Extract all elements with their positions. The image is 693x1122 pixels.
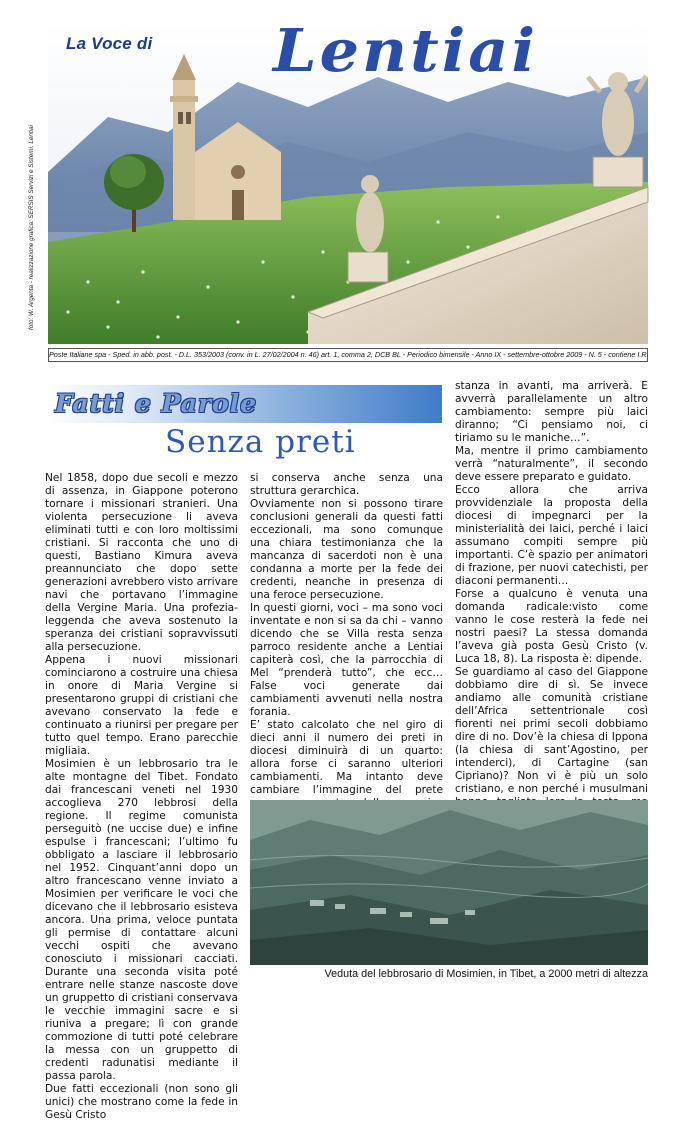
paragraph: Mosimien è un lebbrosario tra le alte montagne del Tibet. Fondato dai francescani veneti nel 1930 accoglieva 270 lebbrosi della regione. Il regime comunista perseguitò (ne uccise due) e infine espulse i francescani; l’ultimo fu obbligato a lasciare il lebbrosario nel 1952. Cinquant’anni dopo un altro francescano venne inviato a Mosimien per verificare le voci che dicevano che il lebbrosario esisteva ancora. Una prima, veloce puntata gli permise di contattare alcuni vecchi ospiti che avevano conosciuto i missionari cacciati. Durante una seconda visita poté entrare nelle stanze nascoste dove un gruppetto di cristiani conservava le vecchie immagini sacre e si riuniva a pregare; lì con grande commozione di tutti poté celebrare la messa con un gruppetto di credenti radunatisi mediante il passa parola. bbox=[45, 758, 238, 1082]
postal-line: Poste Italiane spa - Sped. in abb. post. - D.L. 353/2003 (conv. in L. 27/02/2004 n. 46) art. 1, comma 2, DCB BL - Periodico bimensile - Anno IX - settembre-ottobre 2009 - N. 5 - contiene I.R. bbox=[48, 348, 648, 362]
article-headline: Senza preti bbox=[165, 424, 356, 460]
photo-credit: foto: W. Argenta - realizzazione grafica: SERSIS Servizi e Sistemi, Lentiai bbox=[28, 125, 35, 330]
photo-caption: Veduta del lebbrosario di Mosimien, in Tibet, a 2000 metri di altezza bbox=[324, 968, 648, 980]
paragraph: Ovviamente non si possono tirare conclusioni generali da questi fatti eccezionali, ma sono comunque una chiara testimonianza che la mancanza di sacerdoti non è una condanna a morte per la fede dei credenti, neanche in presenza di una feroce persecuzione. bbox=[250, 498, 443, 601]
masthead-title-small: La Voce di bbox=[66, 34, 153, 53]
paragraph: Ecco allora che arriva provvidenziale la proposta della diocesi di impegnarci per la ministerialità dei laici, perché i laici assumano compiti sempre più importanti. C’è spazio per animatori di frazione, per nuovi catechisti, per diaconi permanenti… bbox=[455, 484, 648, 587]
paragraph: Due fatti eccezionali (non sono gli unici) che mostrano come la fede in Gesù Cristo bbox=[45, 1083, 238, 1121]
paragraph: Nel 1858, dopo due secoli e mezzo di assenza, in Giappone poterono tornare i missionari stranieri. Una violenta persecuzione li aveva eliminati tutti e con loro moltissimi cristiani. Si racconta che uno di questi, Bastiano Kimura aveva preannunciato che dopo sette generazioni avrebbero visto arrivare navi che portavano l’immagine della Vergine Maria. Una profezia-leggenda che aveva sostenuto la speranza dei cristiani sopravvissuti alla persecuzione. bbox=[45, 472, 238, 653]
masthead-title-big: Lentiai bbox=[273, 16, 539, 86]
section-banner bbox=[45, 385, 442, 423]
article-column-1 bbox=[45, 472, 238, 1122]
paragraph: Ma, mentre il primo cambiamento verrà “naturalmente”, il secondo deve essere preparato e guidato. bbox=[455, 445, 648, 483]
paragraph: Se guardiamo al caso del Giappone dobbiamo dire di sì. Se invece andiamo alle comunità cristiane dell’Africa settentrionale così fiorenti nei primi secoli dobbiamo dire di no. Dov’è la chiesa di Ippona (la chiesa di sant’Agostino, per intenderci), di Cartagine (san Cipriano)? Non vi è più un solo cristiano, e non perché i musulmani bbox=[455, 666, 648, 795]
leprosarium-photo-image bbox=[250, 800, 648, 965]
paragraph: Appena i nuovi missionari cominciarono a costruire una chiesa in onore di Maria Vergine si presentarono gruppi di cristiani che avevano conservato la fede e continuato a riunirsi per pregare per tutto quel tempo. Erano parecchie migliaia. bbox=[45, 654, 238, 757]
section-banner-title: Fatti e Parole bbox=[55, 389, 258, 418]
paragraph: E’ stato calcolato che nel giro di dieci anni il numero dei preti in diocesi diminuirà di un quarto: allora forse ci saranno ulteriori cambiamenti. Ma intanto deve cambiare l’immagine del prete bbox=[250, 719, 443, 796]
paragraph: stanza in avanti, ma arriverà. E avverrà parallelamente un altro cambiamento: sempre più laici diranno; “Ci pensiamo noi, ci tiriamo su le maniche…”. bbox=[455, 380, 648, 444]
paragraph: In questi giorni, voci – ma sono voci inventate e non si sa da chi – vanno dicendo che se Villa resta senza parroco residente anche a Lentiai capiterà così, che la parrocchia di Mel “prenderà tutto”, che ecc… False voci generate dai cambiamenti avvenuti nella nostra forania. bbox=[250, 602, 443, 718]
masthead bbox=[48, 16, 648, 344]
paragraph: si conserva anche senza una struttura gerarchica. bbox=[250, 472, 443, 497]
paragraph: Forse a qualcuno è venuta una domanda radicale:visto come vanno le cose resterà la fede nei nostri paesi? La stessa domanda l’aveva già posta Gesù Cristo (v. Luca 18, 8). La risposta è: dipende. bbox=[455, 588, 648, 665]
leprosarium-photo bbox=[250, 800, 648, 965]
